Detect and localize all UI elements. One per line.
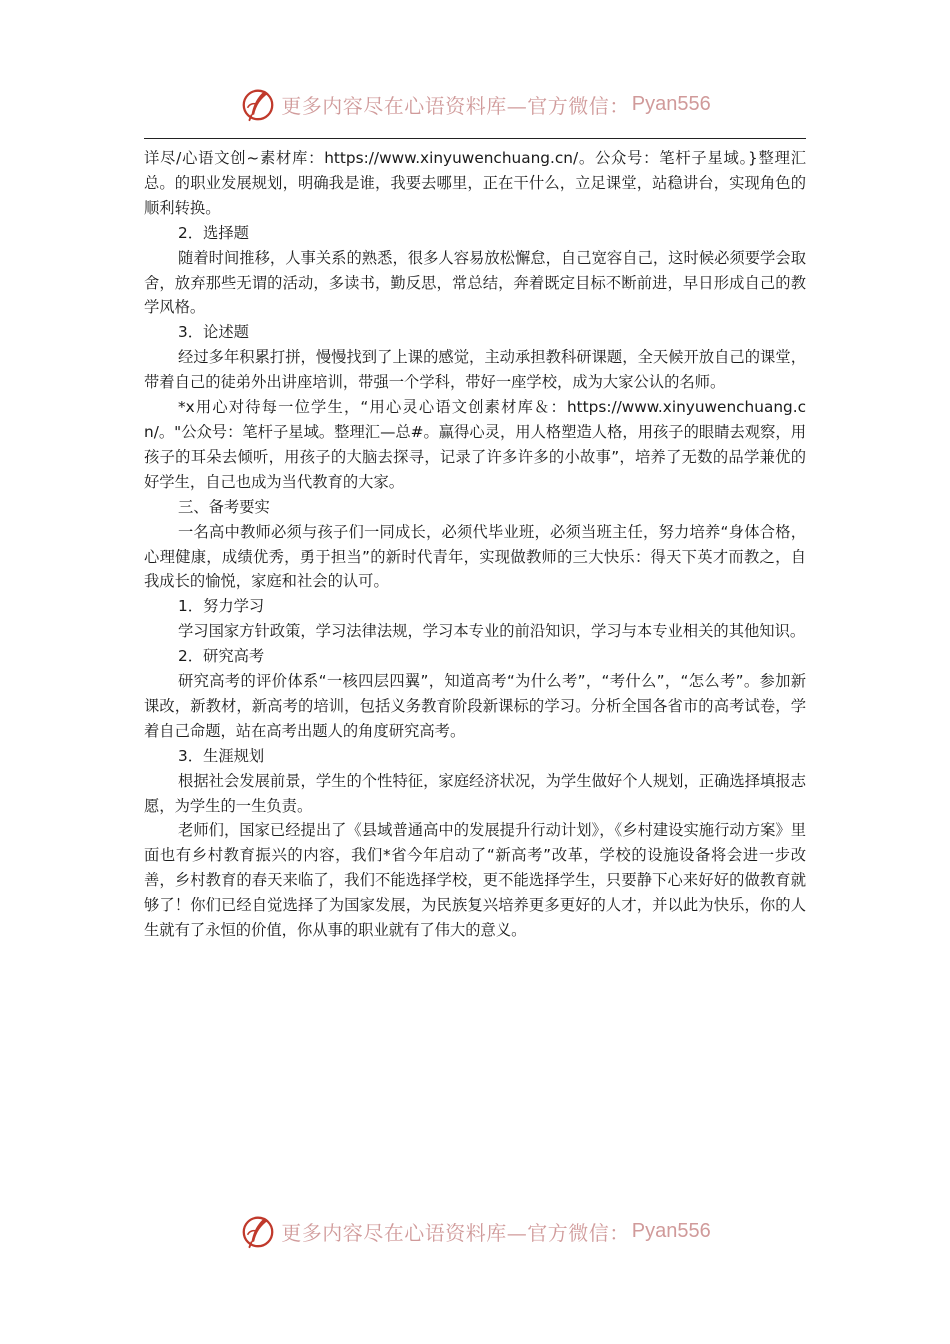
- paragraph: 老师们，国家已经提出了《县域普通高中的发展提升行动计划》，《乡村建设实施行动方案》里面也有乡村教育振兴的内容，我们*省今年启动了“新高考”改革，学校的设施设备将会进一步改善，乡村教育的春天来临了，我们不能选择学校，更不能选择学生，只要静下心来好好的做教育就够了！你们已经自觉选择了为国家发展，为民族复兴培养更多更好的人才，并以此为快乐，你的人生就有了永恒的价值，你从事的职业就有了伟大的意义。: [144, 821, 806, 940]
- paragraph: 学习国家方针政策，学习法律法规，学习本专业的前沿知识，学习与本专业相关的其他知识。: [178, 622, 806, 641]
- section-heading: 1．努力学习: [178, 597, 265, 616]
- footer-banner: [0, 1207, 950, 1255]
- section-heading: 3．论述题: [178, 323, 249, 342]
- document-body: [144, 146, 806, 943]
- section-heading: 2．选择题: [178, 223, 249, 242]
- banner-wechat-id: Pyan556: [631, 1219, 711, 1242]
- paragraph: *x用心对待每一位学生，“用心灵心语文创素材库＆：https://www.xinyuwenchuang.cn/。"公众号：笔杆子星域。整理汇—总#。赢得心灵，用人格塑造人格，用孩子的眼睛去观察，用孩子的耳朵去倾听，用孩子的大脑去探寻，记录了许多许多的小故事”，培养了无数的品学兼优的好学生，自己也成为当代教育的大家。: [144, 398, 806, 491]
- section-heading: 三、备考要实: [178, 497, 270, 516]
- paragraph: 根据社会发展前景，学生的个性特征，家庭经济状况，为学生做好个人规划，正确选择填报志愿，为学生的一生负责。: [144, 771, 806, 815]
- paragraph: 随着时间推移，人事关系的熟悉，很多人容易放松懈怠，自己宽容自己，这时候必须要学会取舍，放弃那些无谓的活动，多读书，勤反思，常总结，奔着既定目标不断前进，早日形成自己的教学风格。: [144, 248, 806, 317]
- banner-text: 更多内容尽在心语资料库—官方微信：: [281, 93, 630, 118]
- quill-logo-icon: [239, 85, 277, 123]
- banner-text: 更多内容尽在心语资料库—官方微信：: [281, 1220, 630, 1245]
- paragraph: 详尽/心语文创~素材库：https://www.xinyuwenchuang.cn/。公众号：笔杆子星域。}整理汇总。的职业发展规划，明确我是谁，我要去哪里，正在干什么，立足课堂，站稳讲台，实现角色的顺利转换。: [144, 149, 806, 217]
- header-divider: [144, 138, 806, 139]
- section-heading: 2．研究高考: [178, 647, 265, 666]
- paragraph: 经过多年积累打拼，慢慢找到了上课的感觉，主动承担教科研课题，全天候开放自己的课堂，带着自己的徒弟外出讲座培训，带强一个学科，带好一座学校，成为大家公认的名师。: [144, 348, 806, 392]
- paragraph: 一名高中教师必须与孩子们一同成长，必须代毕业班，必须当班主任，努力培养“身体合格，心理健康，成绩优秀，勇于担当”的新时代青年，实现做教师的三大快乐：得天下英才而教之，自我成长的愉悦，家庭和社会的认可。: [144, 522, 806, 591]
- section-heading: 3．生涯规划: [178, 746, 265, 765]
- banner-wechat-id: Pyan556: [631, 92, 711, 115]
- paragraph: 研究高考的评价体系“一核四层四翼”，知道高考“为什么考”，“考什么”，“怎么考”。参加新课改，新教材，新高考的培训，包括义务教育阶段新课标的学习。分析全国各省市的高考试卷，学着自己命题，站在高考出题人的角度研究高考。: [144, 672, 806, 740]
- header-banner: [0, 80, 950, 128]
- quill-logo-icon: [239, 1212, 277, 1250]
